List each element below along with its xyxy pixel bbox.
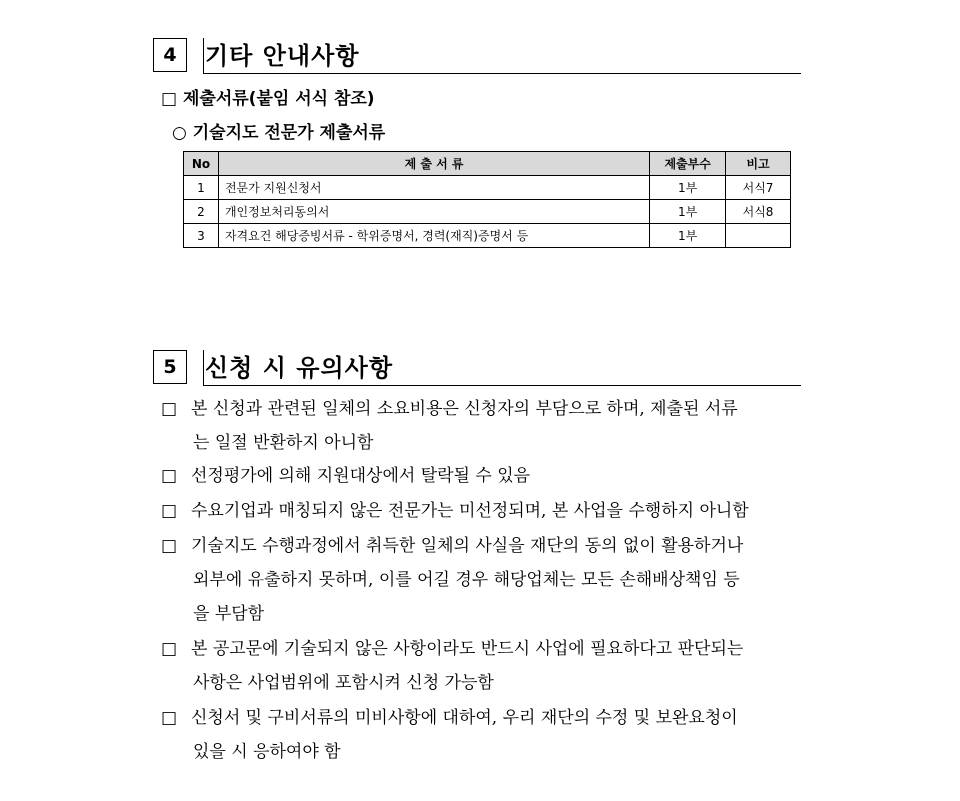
row-count: 1부	[650, 224, 726, 248]
section-title: 신청 시 유의사항	[205, 354, 393, 382]
header-divider	[203, 350, 204, 386]
submit-docs-heading: □ 제출서류(붙임 서식 참조)	[161, 89, 375, 109]
section-5-header	[153, 350, 801, 390]
section-4-header	[153, 38, 801, 78]
table-header-row	[184, 152, 791, 176]
notice-line: 사항은 사업범위에 포함시켜 신청 가능함	[193, 673, 494, 693]
header-count: 제출부수	[650, 152, 726, 176]
section-number: 4	[153, 38, 187, 72]
row-note: 서식7	[726, 176, 791, 200]
row-no: 3	[184, 224, 219, 248]
row-doc: 전문가 지원신청서	[218, 176, 649, 200]
checkbox-icon: □	[161, 399, 178, 419]
header-no: No	[184, 152, 219, 176]
header-underline	[203, 73, 801, 74]
row-doc: 자격요건 해당증빙서류 - 학위증명서, 경력(재직)증명서 등	[218, 224, 649, 248]
header-divider	[203, 38, 204, 74]
checkbox-icon: □	[161, 466, 178, 486]
row-count: 1부	[650, 176, 726, 200]
header-note: 비고	[726, 152, 791, 176]
notice-line: 본 신청과 관련된 일체의 소요비용은 신청자의 부담으로 하며, 제출된 서류	[191, 399, 738, 419]
row-note: 서식8	[726, 200, 791, 224]
row-note	[726, 224, 791, 248]
notice-line: 외부에 유출하지 못하며, 이를 어길 경우 해당업체는 모든 손해배상책임 등	[193, 570, 740, 590]
notice-line: 있을 시 응하여야 함	[193, 742, 341, 762]
section-number: 5	[153, 350, 187, 384]
notice-line: 는 일절 반환하지 아니함	[193, 433, 374, 453]
notice-line: 신청서 및 구비서류의 미비사항에 대하여, 우리 재단의 수정 및 보완요청이	[191, 708, 738, 728]
section-title: 기타 안내사항	[205, 42, 360, 70]
checkbox-icon: □	[161, 639, 178, 659]
checkbox-icon: □	[161, 501, 178, 521]
notice-line: 본 공고문에 기술되지 않은 사항이라도 반드시 사업에 필요하다고 판단되는	[191, 639, 744, 659]
notice-line: 수요기업과 매칭되지 않은 전문가는 미선정되며, 본 사업을 수행하지 아니함	[191, 501, 749, 521]
table-row	[184, 176, 791, 200]
notice-line: 기술지도 수행과정에서 취득한 일체의 사실을 재단의 동의 없이 활용하거나	[191, 536, 744, 556]
table-row	[184, 200, 791, 224]
table-row	[184, 224, 791, 248]
row-doc: 개인정보처리동의서	[218, 200, 649, 224]
row-no: 1	[184, 176, 219, 200]
checkbox-icon: □	[161, 536, 178, 556]
header-underline	[203, 385, 801, 386]
checkbox-icon: □	[161, 708, 178, 728]
row-count: 1부	[650, 200, 726, 224]
submit-docs-table	[183, 151, 791, 248]
row-no: 2	[184, 200, 219, 224]
notice-line: 선정평가에 의해 지원대상에서 탈락될 수 있음	[191, 466, 531, 486]
notice-line: 을 부담함	[193, 604, 265, 624]
tech-expert-docs-heading: ○ 기술지도 전문가 제출서류	[172, 123, 386, 143]
header-doc: 제 출 서 류	[218, 152, 649, 176]
